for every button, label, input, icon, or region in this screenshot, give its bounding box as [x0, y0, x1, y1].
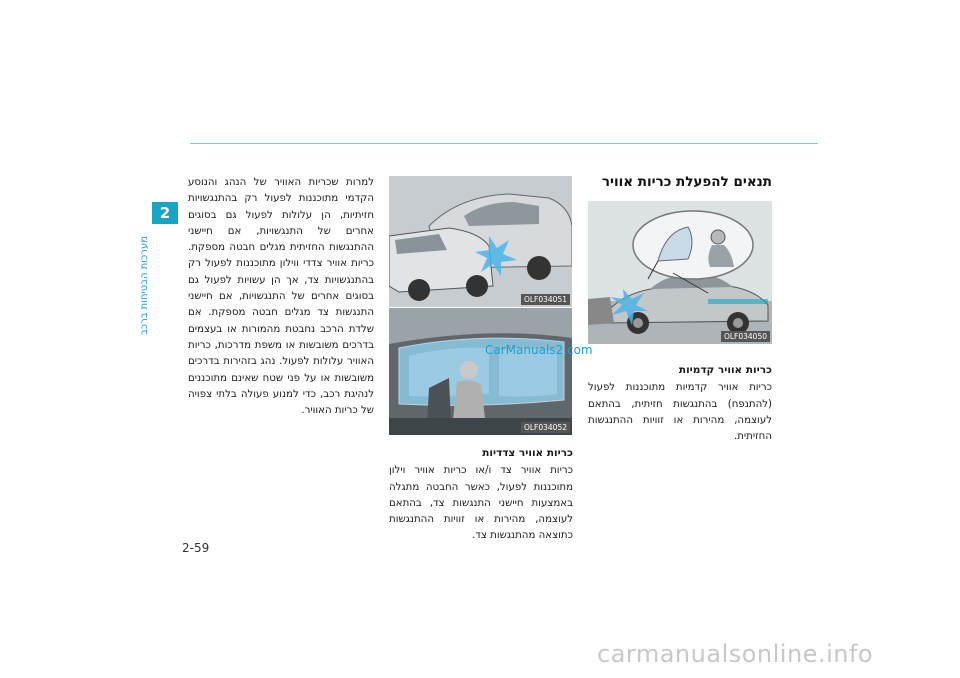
side-airbags-body: כריות אוויר צד ו/או כריות אוויר וילון מתוכננות לפעול, כאשר החבטה מתגלה באמצעות חיישני התנגשות צד, בהתאם לעוצמה, מהירות או זוויות ההתנגשות כתוצאה מהתנגשות צד. [389, 465, 573, 542]
image-code: OLF034050 [721, 331, 770, 342]
side-crash-illustration [389, 176, 572, 307]
section-title: תנאים להפעלת כריות אוויר [601, 174, 772, 190]
watermark-carmanuals2: CarManuals2.com [485, 343, 593, 357]
side-label: מערכות הבטיחות ברכב [139, 236, 150, 335]
image-code: OLF034052 [521, 422, 570, 433]
frontal-airbags-text [588, 362, 772, 445]
curtain-airbag-graphic [389, 308, 572, 435]
general-notes-text: למרות שכריות האוויר של הנהג והנוסע הקדמי מתוכננות לפעול רק בהתנגשויות חזיתיות, הן עלולות לפעול גם בסוגים אחרים של התנגשויות, אם חיישני ההתנגשות החזיתית מגלים חבטה מספקת. כריות אוויר צדדי ווילון מתוכננות לפעול רק בהתנגשויות צד, אך הן עשויות לפעול גם בסוגים אחרים של התנגשויות, אם חיישני התנגשות צד מגלים חבטה מספקת. אם שלדת הרכב נחבטת מהמורות או בעצמים בדרכים משובשות או משפת מדרכות, כריות האוויר עלולות לפעול. נהג בזהירות בדרכים משובשות או על פני שטח שאינם מתוכננים לנהיגת רכב, כדי למנוע פעולה בלתי צפויה של כריות האוויר. [188, 177, 374, 417]
watermark-carmanualsonline: carmanualsonline.info [597, 640, 874, 668]
chapter-tab: 2 [152, 202, 178, 224]
curtain-airbag-illustration [389, 308, 572, 435]
side-airbags-heading: כריות אוויר צדדיות [482, 447, 573, 459]
image-code: OLF034051 [521, 294, 570, 305]
side-airbags-text [389, 445, 573, 545]
frontal-airbags-body: כריות אוויר קדמיות מתוכננות לפעול (להתנפח) בהתנגשות חזיתית, בהתאם לעוצמה, מהירות או זוויות ההתנגשות החזיתית. [588, 382, 772, 443]
side-crash-graphic [389, 176, 572, 307]
frontal-airbag-illustration [588, 201, 772, 344]
frontal-crash-graphic [588, 201, 772, 344]
page-number: 2-59 [182, 541, 210, 555]
header-rule [190, 143, 818, 144]
frontal-airbags-heading: כריות אוויר קדמיות [678, 364, 772, 376]
